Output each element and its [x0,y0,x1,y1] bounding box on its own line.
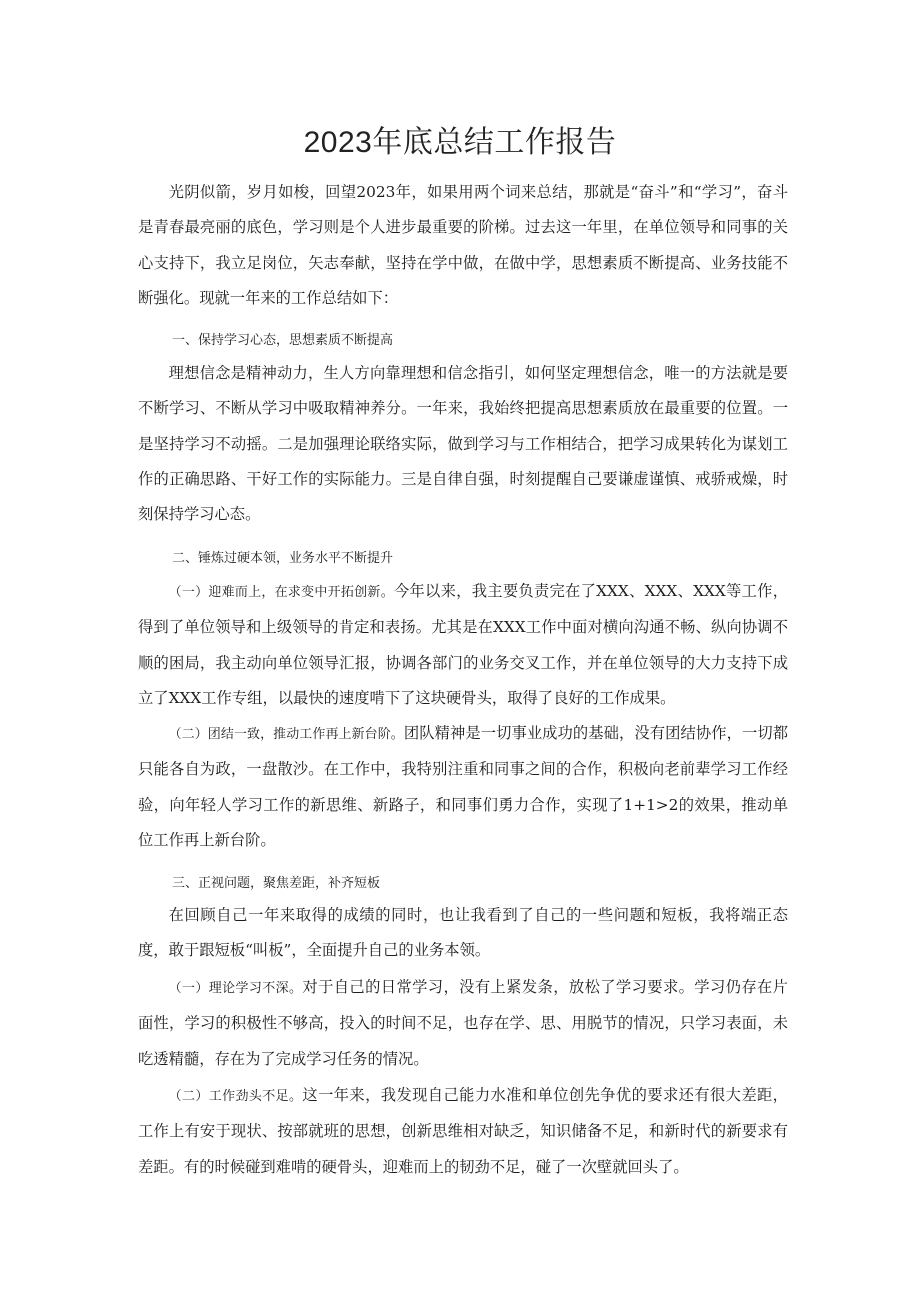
section2-p2-lead: （二）团结一致，推动工作再上新台阶。 [168,727,404,742]
section2-p1-body: 今年以来，我主要负责完在了XXX、XXX、XXX等工作，得到了单位领导和上级领导的肯定和表扬。尤其是在XXX工作中面对横向沟通不畅、纵向协调不顺的困局，我主动向单位领导汇报，协调各部门的业务交叉工作，并在单位领导的大力支持下成立了XXX工作专组，以最快的速度啃下了这块硬骨头，取得了良好的工作成果。 [138,582,788,707]
section3-paragraph-2 [138,1078,788,1185]
section2-paragraph-2 [138,716,788,858]
section-heading-1: 一、保持学习心态，思想素质不断提高 [172,333,394,348]
section3-p1-body: 对于自己的日常学习，没有上紧发条，放松了学习要求。学习仍存在片面性，学习的积极性不够高，投入的时间不足，也存在学、思、用脱节的情况，只学习表面，未吃透精髓，存在为了完成学习任务的情况。 [138,978,788,1068]
document-title: 2023年底总结工作报告 [303,126,617,159]
section-heading-2: 二、锤炼过硬本领，业务水平不断提升 [172,551,394,566]
section1-paragraph: 理想信念是精神动力，生人方向靠理想和信念指引，如何坚定理想信念，唯一的方法就是要不断学习、不断从学习中吸取精神养分。一年来，我始终把提高思想素质放在最重要的位置。一是坚持学习不动摇。二是加强理论联络实际，做到学习与工作相结合，把学习成果转化为谋划工作的正确思路、干好工作的实际能力。三是自律自强，时刻提醒自己要谦虚谨慎、戒骄戒燥，时刻保持学习心态。 [138,364,788,524]
section-heading-3: 三、正视问题，聚焦差距，补齐短板 [172,876,381,891]
section3-p2-body: 这一年来，我发现自己能力水准和单位创先争优的要求还有很大差距，工作上有安于现状、按部就班的思想，创新思维相对缺乏，知识储备不足，和新时代的新要求有差距。有的时候碰到难啃的硬骨头，迎难而上的韧劲不足，碰了一次壁就回头了。 [138,1086,788,1176]
section3-paragraph-1 [138,970,788,1077]
intro-paragraph: 光阴似箭，岁月如梭，回望2023年，如果用两个词来总结，那就是“奋斗”和“学习”，奋斗是青春最亮丽的底色，学习则是个人进步最重要的阶梯。过去这一年里，在单位领导和同事的关心支持下，我立足岗位，矢志奉献，坚持在学中做，在做中学，思想素质不断提高、业务技能不断强化。现就一年来的工作总结如下： [138,183,788,307]
section3-intro-paragraph: 在回顾自己一年来取得的成绩的同时，也让我看到了自己的一些问题和短板，我将端正态度，敢于跟短板“叫板”，全面提升自己的业务本领。 [138,906,788,960]
section3-p2-lead: （二）工作劲头不足。 [168,1089,303,1104]
section2-p2-body: 团队精神是一切事业成功的基础，没有团结协作，一切都只能各自为政，一盘散沙。在工作中，我特别注重和同事之间的合作，积极向老前辈学习工作经验，向年轻人学习工作的新思维、新路子，和同事们勇力合作，实现了1+1>2的效果，推动单位工作再上新台阶。 [138,724,788,849]
section3-p1-lead: （一）理论学习不深。 [168,981,303,996]
section2-paragraph-1 [138,574,788,716]
section2-p1-lead: （一）迎难而上，在求变中开拓创新。 [168,585,394,600]
